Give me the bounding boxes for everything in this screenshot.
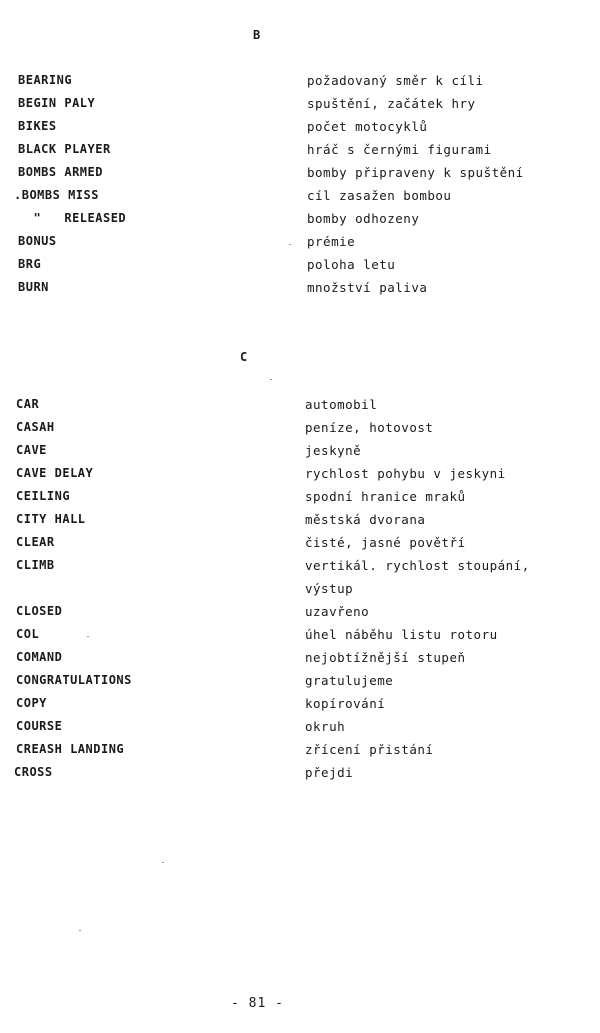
entry-translation: poloha letu [307,257,396,272]
list-item [0,764,600,787]
entry-translation: bomby připraveny k spuštění [307,165,524,180]
entry-term: CAVE DELAY [16,466,94,480]
entry-term: COURSE [16,719,63,733]
entry-translation: cíl zasažen bombou [307,188,452,203]
list-item [0,442,600,465]
list-item [0,279,600,302]
scan-speck [79,930,81,931]
entry-translation: spuštění, začátek hry [307,96,476,111]
scan-speck [87,636,89,637]
entry-translation: kopírování [305,696,386,711]
list-item [0,233,600,256]
entry-term: CROSS [14,765,53,779]
list-item [0,557,600,603]
list-item [0,672,600,695]
entry-translation: okruh [305,719,346,734]
list-item [0,626,600,649]
section-letter-c: C [240,350,248,364]
entry-term: COPY [16,696,47,710]
list-item [0,95,600,118]
entry-term: CAR [16,397,40,411]
entry-translation: nejobtížnější stupeň [305,650,466,665]
list-item [0,741,600,764]
entry-translation: automobil [305,397,378,412]
entry-translation: hráč s černými figurami [307,142,492,157]
entry-term: CLEAR [16,535,55,549]
entry-term: .BOMBS MISS [14,188,99,202]
scan-speck [270,379,272,380]
page-number: - 81 - [231,996,284,1011]
entry-translation: množství paliva [307,280,428,295]
list-item [0,488,600,511]
scan-speck [289,244,291,245]
entry-term: BEGIN PALY [18,96,96,110]
list-item [0,511,600,534]
entry-term: BIKES [18,119,57,133]
entry-translation: úhel náběhu listu rotoru [305,627,498,642]
entry-term: " RELEASED [18,211,127,225]
entry-term: CLIMB [16,558,55,572]
entry-term: CREASH LANDING [16,742,125,756]
list-item [0,118,600,141]
list-item [0,695,600,718]
entry-term: BLACK PLAYER [18,142,111,156]
list-item [0,164,600,187]
entry-term: CONGRATULATIONS [16,673,132,687]
section-c-entries [0,396,600,787]
entry-term: CLOSED [16,604,63,618]
entry-translation: přejdi [305,765,354,780]
entry-term: CITY HALL [16,512,86,526]
entry-translation: jeskyně [305,443,362,458]
entry-translation: městská dvorana [305,512,426,527]
entry-translation: gratulujeme [305,673,394,688]
entry-translation: počet motocyklů [307,119,428,134]
list-item [0,256,600,279]
list-item [0,419,600,442]
entry-translation: spodní hranice mraků [305,489,466,504]
list-item [0,396,600,419]
section-b-entries [0,72,600,302]
list-item [0,465,600,488]
entry-term: CASAH [16,420,55,434]
entry-translation: požadovaný směr k cíli [307,73,484,88]
list-item [0,210,600,233]
list-item [0,603,600,626]
list-item [0,187,600,210]
entry-translation: zřícení přistání [305,742,434,757]
entry-translation: čisté, jasné povětří [305,535,466,550]
entry-term: BRG [18,257,42,271]
entry-term: BONUS [18,234,57,248]
list-item [0,718,600,741]
entry-translation: rychlost pohybu v jeskyni [305,466,506,481]
entry-term: COL [16,627,40,641]
entry-translation: vertikál. rychlost stoupání, výstup [305,558,530,596]
entry-term: BURN [18,280,49,294]
entry-term: COMAND [16,650,63,664]
entry-term: BEARING [18,73,73,87]
section-letter-b: B [253,28,261,42]
entry-translation: uzavřeno [305,604,370,619]
entry-translation: prémie [307,234,356,249]
entry-translation: bomby odhozeny [307,211,420,226]
list-item [0,649,600,672]
entry-term: CEILING [16,489,71,503]
list-item [0,72,600,95]
scan-speck [162,862,164,863]
entry-term: CAVE [16,443,47,457]
entry-term: BOMBS ARMED [18,165,103,179]
entry-translation: peníze, hotovost [305,420,434,435]
